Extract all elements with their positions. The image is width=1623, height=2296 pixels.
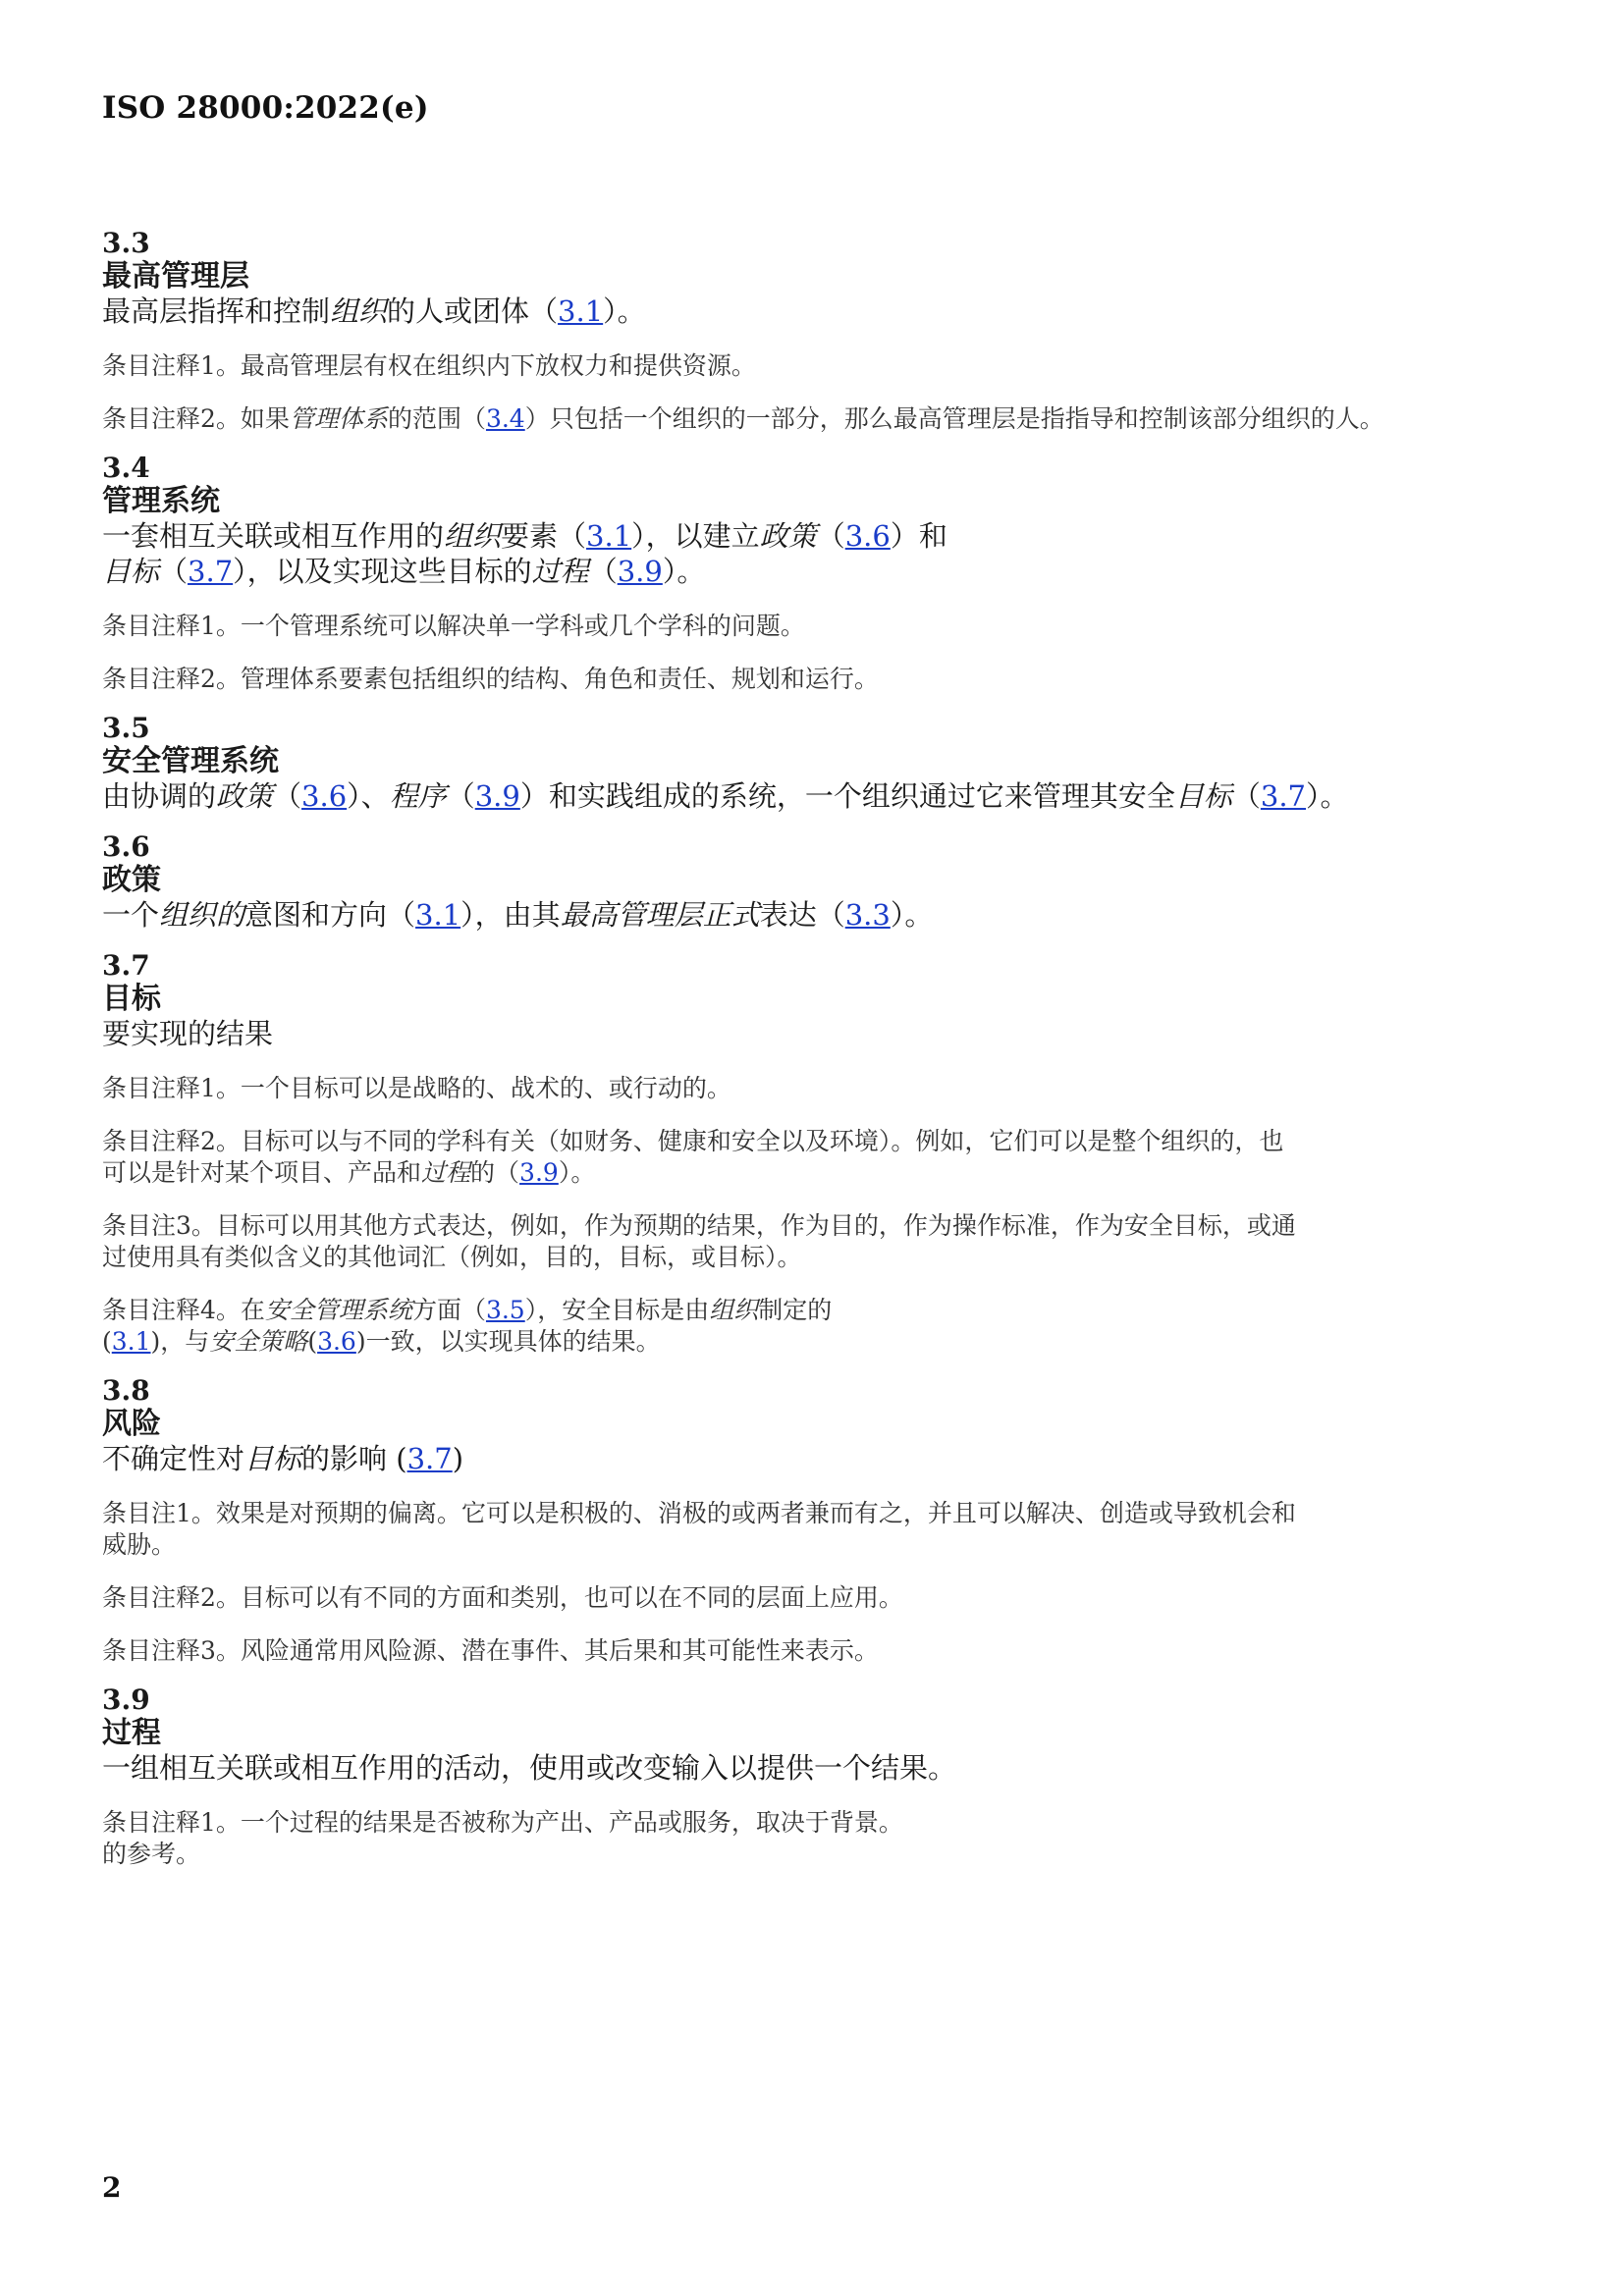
text-run: 意图和方向（ [244,898,416,932]
term-note [102,1073,1536,1104]
italic-term: 过程 [421,1158,471,1187]
term-title: 过程 [102,1716,161,1750]
cross-reference-link[interactable]: 3.6 [844,519,891,553]
italic-term: 组织的 [159,898,245,932]
italic-term: 安全管理系统 [264,1296,412,1324]
text-run: 条目注释2。目标可以有不同的方面和类别，也可以在不同的层面上应用。 [102,1583,903,1612]
cross-reference-link[interactable]: 3.1 [586,519,632,553]
term-title: 政策 [102,863,161,897]
term-entry [102,950,1536,1358]
term-entry [102,713,1536,814]
cross-reference-link[interactable]: 3.5 [485,1296,525,1324]
term-number: 3.5 [102,712,150,744]
cross-reference-link[interactable]: 3.9 [474,779,520,813]
text-run: 威胁。 [102,1530,177,1559]
text-run: ），以及实现这些目标的 [233,555,532,588]
term-definition [102,1441,1536,1476]
cross-reference-link[interactable]: 3.1 [415,898,461,932]
document-header: ISO 28000:2022(e) [102,90,429,126]
text-run: 条目注释1。最高管理层有权在组织内下放权力和提供资源。 [102,351,756,380]
text-run: ）和 [890,519,947,553]
term-note [102,1635,1536,1667]
term-title: 风险 [102,1407,161,1441]
term-note [102,611,1536,642]
term-definition [102,897,1536,933]
italic-term: 政策 [216,779,274,813]
term-number: 3.3 [102,227,150,259]
text-run: ( [102,1327,112,1356]
text-run: （ [446,779,475,813]
text-run: 表达（ [759,898,845,932]
text-run: 制定的 [758,1296,833,1324]
cross-reference-link[interactable]: 3.4 [485,404,525,433]
italic-term: 目标 [244,1442,302,1475]
italic-term: 程序 [389,779,447,813]
text-run: 一组相互关联或相互作用的活动，使用或改变输入以提供一个结果。 [102,1751,957,1785]
term-number: 3.9 [102,1683,150,1716]
text-run: 条目注3。目标可以用其他方式表达，例如，作为预期的结果，作为目的，作为操作标准，作为安全目标，或通 [102,1211,1296,1240]
cross-reference-link[interactable]: 3.9 [617,555,663,588]
cross-reference-link[interactable]: 3.7 [1260,779,1307,813]
term-note [102,1498,1536,1561]
term-note [102,1582,1536,1614]
term-entry [102,228,1536,435]
italic-term: 目标 [102,555,160,588]
text-run: 要实现的结果 [102,1017,274,1050]
text-run: 不确定性对 [102,1442,245,1475]
italic-term: 政策 [759,519,817,553]
cross-reference-link[interactable]: 3.3 [844,898,891,932]
text-run: ）。 [662,555,706,588]
text-run: 条目注释2。管理体系要素包括组织的结构、角色和责任、规划和运行。 [102,665,879,693]
text-run: 条目注释2。目标可以与不同的学科有关（如财务、健康和安全以及环境）。例如，它们可以是整个组织的，也 [102,1127,1284,1155]
text-run: （ [816,519,845,553]
term-note [102,1295,1536,1358]
text-run: 的（ [470,1158,520,1187]
term-entry [102,831,1536,933]
italic-term: 最高管理层正式 [560,898,760,932]
text-run: 一个 [102,898,160,932]
text-run: 最高层指挥和控制 [102,294,331,328]
text-run: 的参考。 [102,1840,201,1868]
text-run: 过使用具有类似含义的其他词汇（例如，目的，目标，或目标）。 [102,1243,802,1271]
cross-reference-link[interactable]: 3.1 [558,294,604,328]
text-run: 可以是针对某个项目、产品和 [102,1158,422,1187]
text-run: ），安全目标是由 [524,1296,710,1324]
text-run: 的人或团体（ [387,294,559,328]
term-title: 管理系统 [102,484,220,518]
italic-term: 管理体系 [289,404,388,433]
text-run: ）只包括一个组织的一部分，那么最高管理层是指指导和控制该部分组织的人。 [524,404,1384,433]
text-run: （ [588,555,618,588]
term-number: 3.8 [102,1374,150,1407]
italic-term: 过程 [531,555,589,588]
text-run: ）、 [347,779,390,813]
text-run: ），以建立 [631,519,760,553]
text-run: 条目注释1。一个目标可以是战略的、战术的、或行动的。 [102,1074,731,1102]
term-entry [102,1375,1536,1667]
text-run: 条目注1。效果是对预期的偏离。它可以是积极的、消极的或两者兼而有之，并且可以解决、创造或导致机会和 [102,1499,1296,1527]
italic-term: 组织 [330,294,388,328]
term-note [102,1210,1536,1273]
cross-reference-link[interactable]: 3.7 [188,555,234,588]
text-run: ）。 [558,1158,596,1187]
terms-section [102,228,1536,1888]
term-definition [102,518,1536,589]
text-run: )，与 [150,1327,210,1356]
cross-reference-link[interactable]: 3.1 [111,1327,151,1356]
text-run: 条目注释4。在 [102,1296,265,1324]
cross-reference-link[interactable]: 3.7 [406,1442,453,1475]
cross-reference-link[interactable]: 3.6 [301,779,348,813]
page-number: 2 [102,2171,122,2204]
text-run: 一套相互关联或相互作用的 [102,519,445,553]
term-number: 3.7 [102,949,150,982]
term-note [102,403,1536,435]
term-definition [102,294,1536,329]
term-title: 安全管理系统 [102,744,279,778]
term-definition [102,778,1536,814]
text-run: ( [307,1327,318,1356]
italic-term: 安全策略 [209,1327,308,1356]
term-note [102,350,1536,382]
term-note [102,1126,1536,1189]
text-run: ）。 [1306,779,1349,813]
term-definition [102,1750,1536,1786]
text-run: ）和实践组成的系统，一个组织通过它来管理其安全 [519,779,1175,813]
term-definition [102,1016,1536,1051]
term-entry [102,453,1536,695]
text-run: 条目注释3。风险通常用风险源、潜在事件、其后果和其可能性来表示。 [102,1636,879,1665]
text-run: ）。 [603,294,646,328]
term-title: 最高管理层 [102,259,249,294]
text-run: 由协调的 [102,779,217,813]
text-run: 的影响 ( [301,1442,407,1475]
text-run: ），由其 [460,898,561,932]
italic-term: 组织 [444,519,502,553]
text-run: ）。 [890,898,934,932]
term-entry [102,1684,1536,1870]
text-run: 的范围（ [387,404,486,433]
text-run: 条目注释1。一个管理系统可以解决单一学科或几个学科的问题。 [102,612,805,640]
term-note [102,664,1536,695]
italic-term: 目标 [1174,779,1232,813]
text-run: )一致，以实现具体的结果。 [355,1327,661,1356]
term-number: 3.6 [102,830,150,863]
text-run: 条目注释1。一个过程的结果是否被称为产出、产品或服务，取决于背景。 [102,1808,903,1837]
cross-reference-link[interactable]: 3.9 [519,1158,559,1187]
text-run: 方面（ [411,1296,486,1324]
text-run: 条目注释2。如果 [102,404,290,433]
text-run: （ [159,555,189,588]
text-run: ) [452,1442,464,1475]
term-title: 目标 [102,982,161,1016]
italic-term: 组织 [709,1296,759,1324]
text-run: （ [1231,779,1261,813]
text-run: 要素（ [501,519,587,553]
term-note [102,1807,1536,1870]
term-number: 3.4 [102,452,150,484]
text-run: （ [273,779,302,813]
cross-reference-link[interactable]: 3.6 [317,1327,356,1356]
